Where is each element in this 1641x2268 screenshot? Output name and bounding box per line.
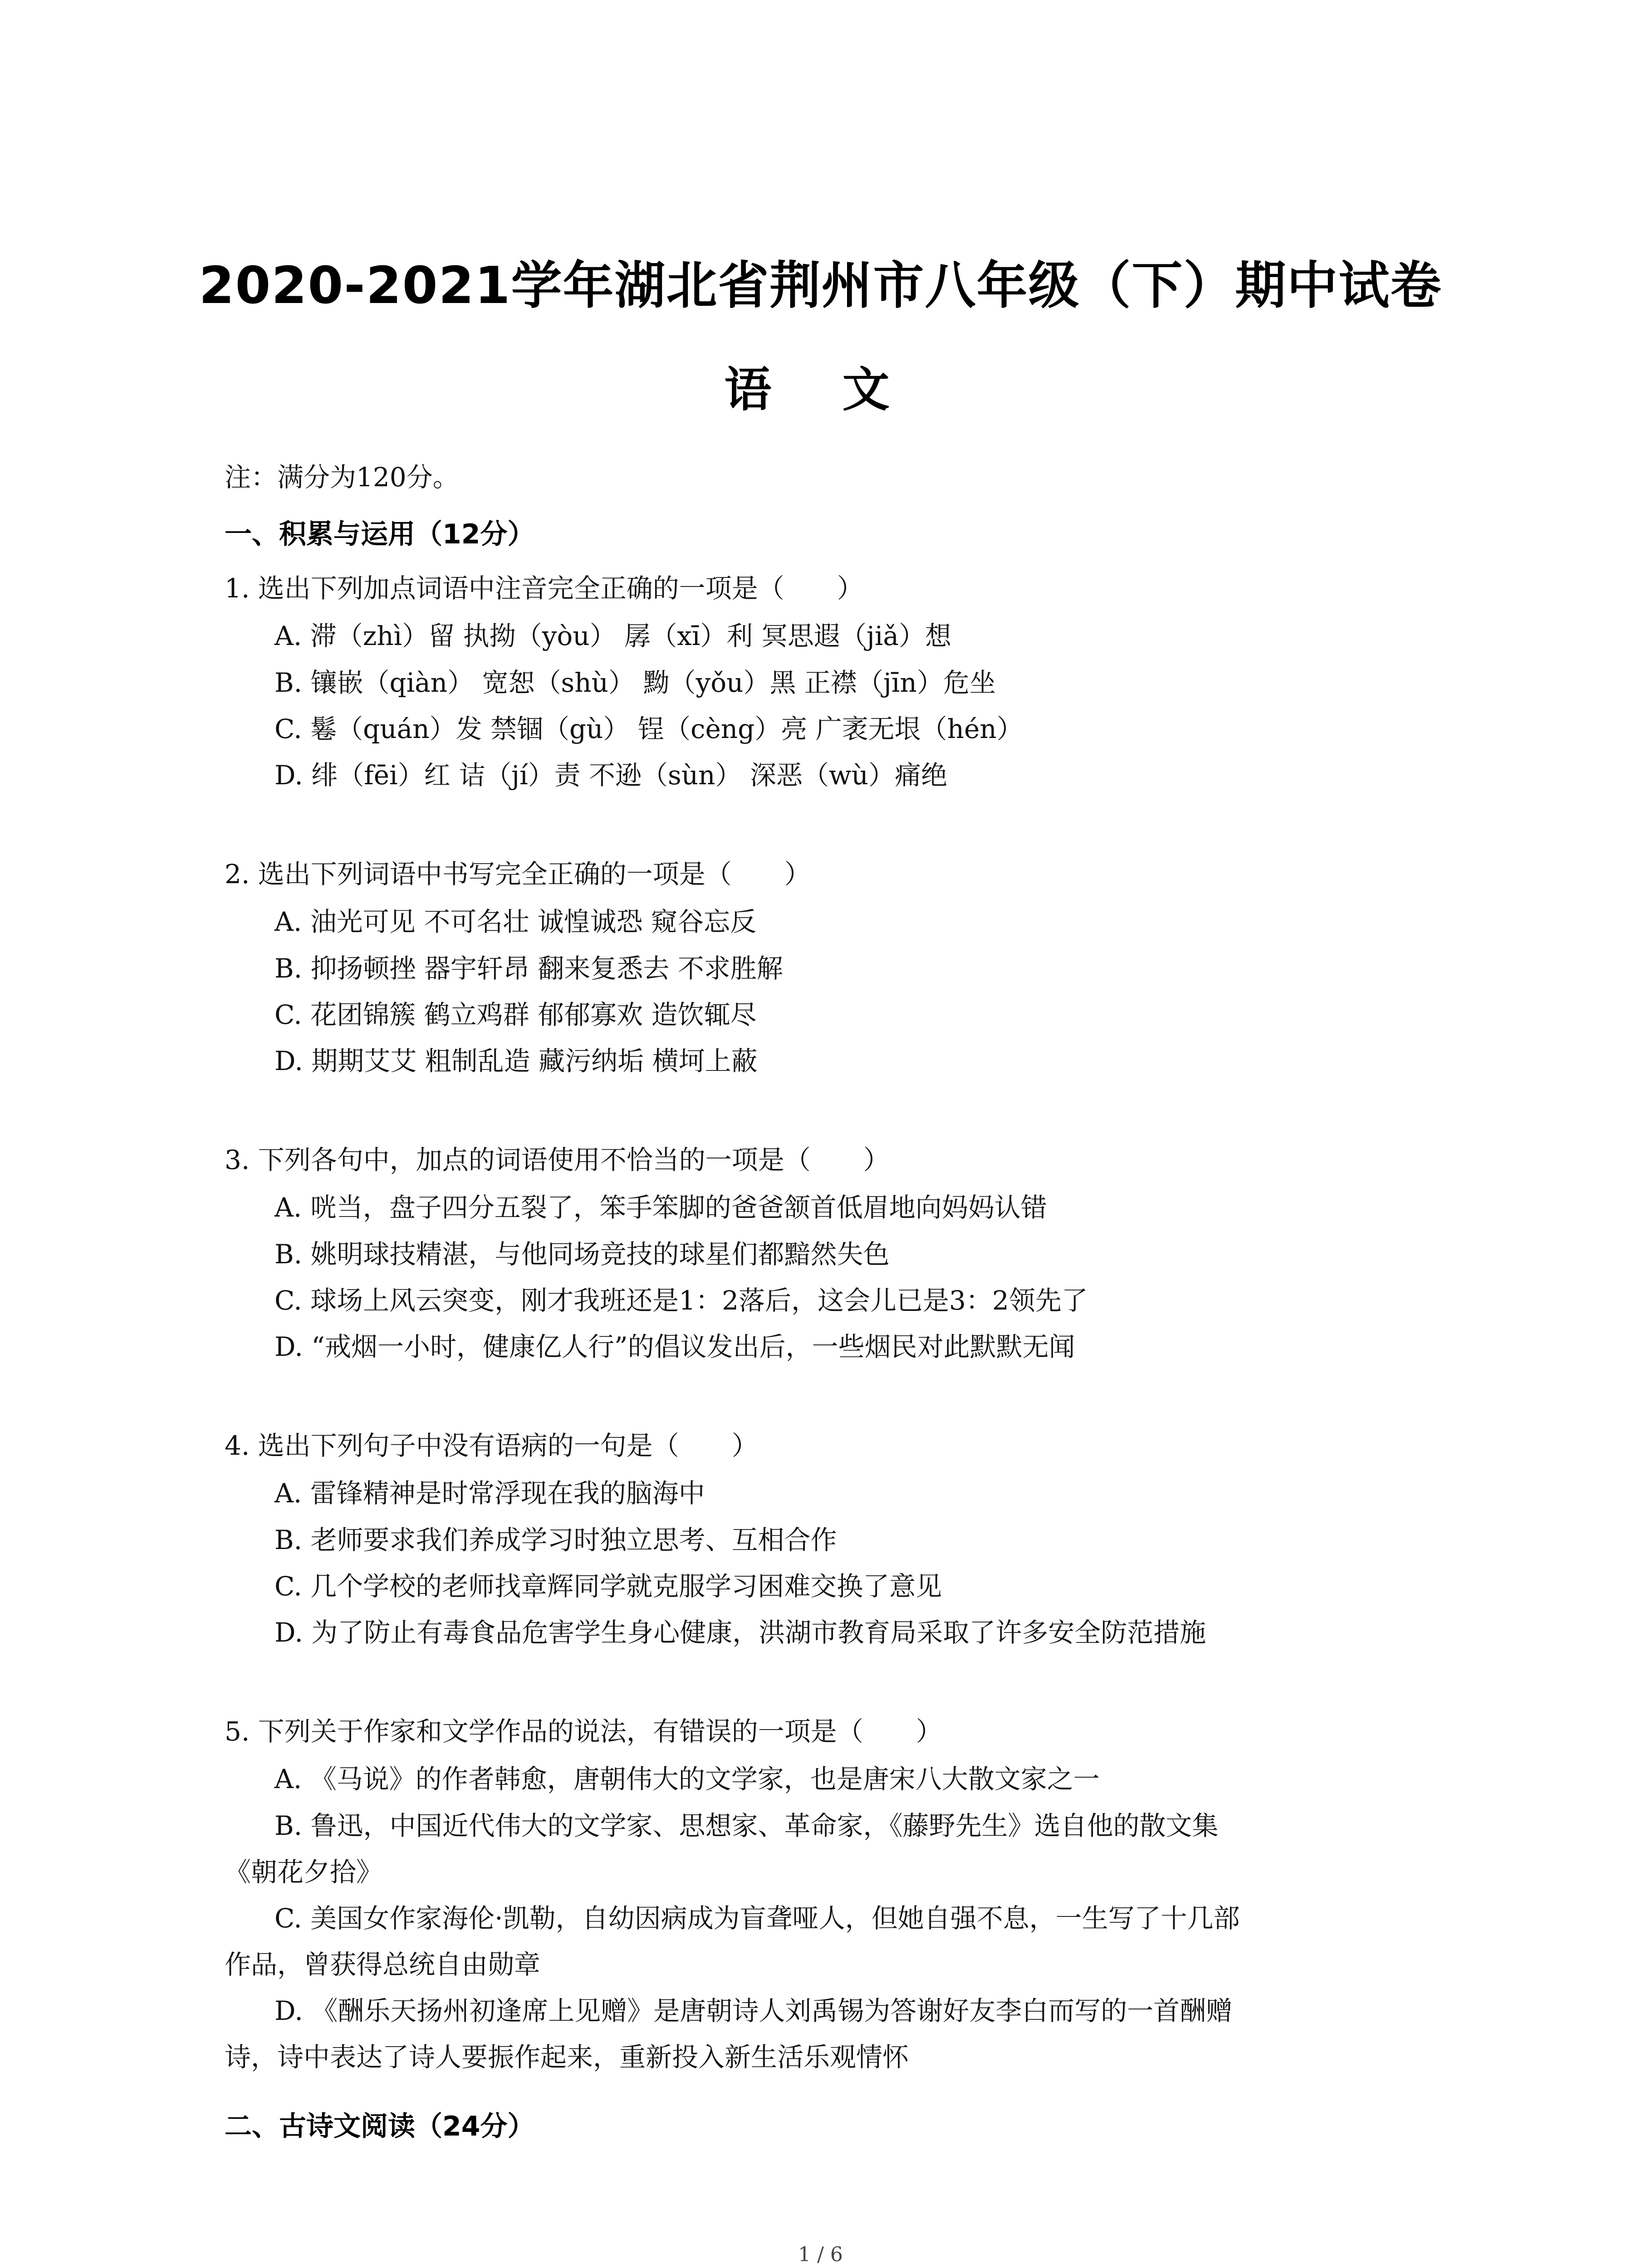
question-option: D. 期期艾艾 粗制乱造 藏污纳垢 横坷上蔽 xyxy=(274,1046,758,1076)
question-option: B. 镶嵌（qiàn） 宽恕（shù） 黝（yǒu）黑 正襟（jīn）危坐 xyxy=(274,667,996,698)
question-option: A. 雷锋精神是时常浮现在我的脑海中 xyxy=(274,1478,705,1509)
question-option: B. 抑扬顿挫 器宇轩昂 翻来复悉去 不求胜解 xyxy=(274,953,783,984)
question-option: D. “戒烟一小时，健康亿人行”的倡议发出后，一些烟民对此默默无闻 xyxy=(274,1331,1075,1362)
score-note: 注：满分为120分。 xyxy=(225,462,459,493)
question-option: C. 花团锦簇 鹤立鸡群 郁郁寡欢 造饮辄尽 xyxy=(274,999,757,1030)
question-option: A. 油光可见 不可名壮 诚惶诚恐 窥谷忘反 xyxy=(274,906,757,937)
question-option: C. 球场上风云突变，刚才我班还是1：2落后，这会儿已是3：2领先了 xyxy=(274,1285,1088,1316)
question-stem: 4. 选出下列句子中没有语病的一句是（ ） xyxy=(225,1430,758,1461)
question-option: A. 咣当，盘子四分五裂了，笨手笨脚的爸爸颔首低眉地向妈妈认错 xyxy=(274,1192,1047,1223)
question-stem: 3. 下列各句中，加点的词语使用不恰当的一项是（ ） xyxy=(225,1144,890,1175)
question-option: A. 《马说》的作者韩愈，唐朝伟大的文学家，也是唐宋八大散文家之一 xyxy=(274,1764,1100,1794)
section-heading: 一、积累与运用（12分） xyxy=(225,518,535,550)
subject-title: 语 文 xyxy=(724,362,917,417)
question-option: D. 为了防止有毒食品危害学生身心健康，洪湖市教育局采取了许多安全防范措施 xyxy=(274,1617,1206,1648)
question-option-continued: 《朝花夕拾》 xyxy=(225,1857,383,1887)
exam-title: 2020-2021学年湖北省荆州市八年级（下）期中试卷 xyxy=(199,256,1442,315)
question-option: C. 鬈（quán）发 禁锢（gù） 锃（cèng）亮 广袤无垠（hén） xyxy=(274,714,1023,744)
question-option: D. 《酬乐天扬州初逢席上见赠》是唐朝诗人刘禹锡为答谢好友李白而写的一首酬赠 xyxy=(274,1995,1233,2026)
question-option-continued: 作品，曾获得总统自由勋章 xyxy=(225,1949,541,1980)
question-option: C. 美国女作家海伦·凯勒，自幼因病成为盲聋哑人，但她自强不息，一生写了十几部 xyxy=(274,1903,1240,1934)
question-option: B. 姚明球技精湛，与他同场竞技的球星们都黯然失色 xyxy=(274,1239,890,1270)
page-number: 1 / 6 xyxy=(798,2243,843,2266)
section-heading: 二、古诗文阅读（24分） xyxy=(225,2111,535,2142)
question-option: D. 绯（fēi）红 诘（jí）责 不逊（sùn） 深恶（wù）痛绝 xyxy=(274,760,947,791)
question-option-continued: 诗，诗中表达了诗人要振作起来，重新投入新生活乐观情怀 xyxy=(225,2042,909,2072)
question-option: B. 老师要求我们养成学习时独立思考、互相合作 xyxy=(274,1525,837,1555)
question-stem: 2. 选出下列词语中书写完全正确的一项是（ ） xyxy=(225,859,811,890)
question-stem: 5. 下列关于作家和文学作品的说法，有错误的一项是（ ） xyxy=(225,1716,942,1747)
question-option: C. 几个学校的老师找章辉同学就克服学习困难交换了意见 xyxy=(274,1571,942,1602)
question-option: B. 鲁迅，中国近代伟大的文学家、思想家、革命家，《藤野先生》选自他的散文集 xyxy=(274,1810,1219,1841)
question-option: A. 滞（zhì）留 执拗（yòu） 孱（xī）利 冥思遐（jiǎ）想 xyxy=(274,621,951,651)
question-stem: 1. 选出下列加点词语中注音完全正确的一项是（ ） xyxy=(225,573,863,604)
